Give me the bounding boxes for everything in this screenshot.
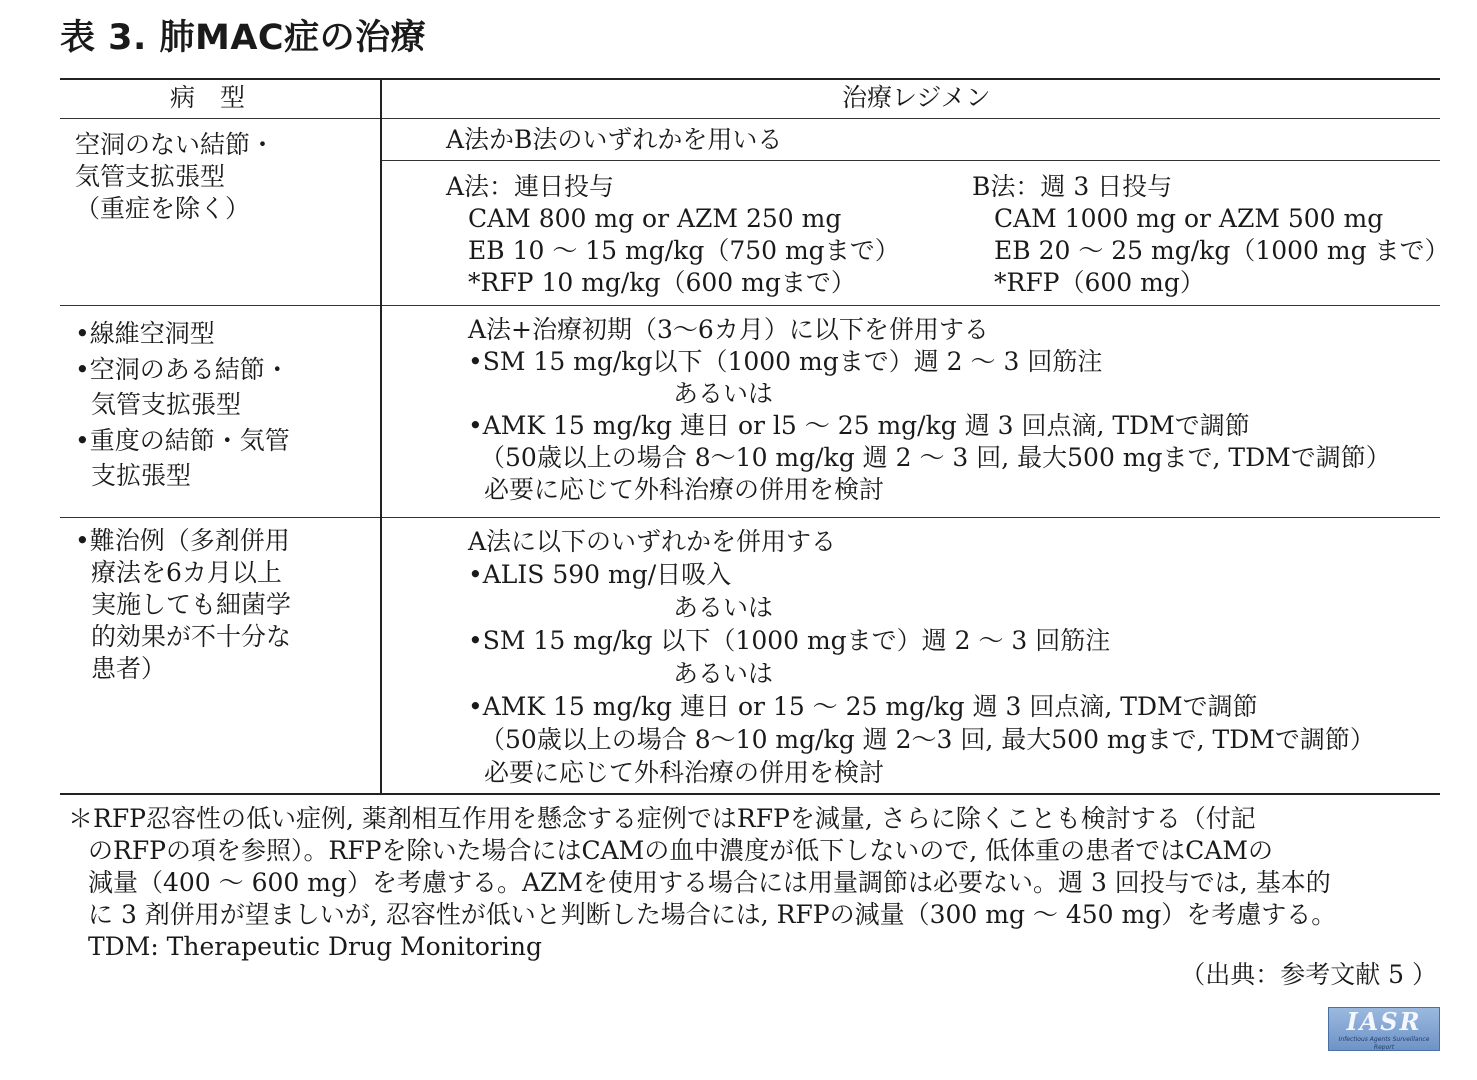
row3-line: A法に以下のいずれかを併用する [468, 527, 837, 556]
row2-type-item: 支拡張型 [91, 461, 192, 491]
row3-line: あるいは [673, 659, 774, 688]
row2-type [75, 316, 290, 494]
row2-regimen [468, 314, 1391, 506]
method-b-title: B法：週 3 日投与 [972, 172, 1173, 201]
row2-line: •SM 15 mg/kg以下（1000 mgまで）週 2 ～ 3 回筋注 [468, 347, 1103, 376]
row2-type-item: •空洞のある結節・ [75, 354, 290, 384]
method-a-line: *RFP 10 mg/kg（600 mgまで） [468, 268, 856, 297]
row2-type-item: •線維空洞型 [75, 319, 215, 348]
row3-line: •ALIS 590 mg/日吸入 [468, 560, 732, 589]
row2-line: 必要に応じて外科治療の併用を検討 [484, 475, 885, 504]
row2-line: A法+治療初期（3～6カ月）に以下を併用する [468, 315, 989, 344]
row3-line: あるいは [673, 593, 774, 622]
row3-type-line: 療法を6カ月以上 [91, 558, 282, 587]
table-bottom-rule [60, 793, 1440, 795]
row1-type-line: 気管支拡張型 [75, 162, 226, 191]
row3-line: （50歳以上の場合 8～10 mg/kg 週 2～3 回, 最大500 mgまで, TDMで調節） [480, 725, 1375, 754]
method-b-line: EB 20 ～ 25 mg/kg（1000 mg まで） [994, 236, 1450, 265]
method-b-line: *RFP（600 mg） [994, 268, 1205, 297]
method-a-line: EB 10 ～ 15 mg/kg（750 mgまで） [468, 236, 900, 265]
footnote-line: に 3 剤併用が望ましいが, 忍容性が低いと判断した場合には, RFPの減量（300 mg ～ 450 mg）を考慮する。 [88, 900, 1337, 929]
method-a-line: CAM 800 mg or AZM 250 mg [468, 204, 842, 233]
row1-bottom-rule [60, 305, 1440, 306]
header-type: 病 型 [170, 83, 246, 112]
footnote-line: 減量（400 ～ 600 mg）を考慮する。AZMを使用する場合には用量調節は必要ない。週 3 回投与では, 基本的 [88, 868, 1331, 897]
header-rule [60, 118, 1440, 119]
row2-line: （50歳以上の場合 8～10 mg/kg 週 2 ～ 3 回, 最大500 mgまで, TDMで調節） [480, 443, 1391, 472]
method-b-line: CAM 1000 mg or AZM 500 mg [994, 204, 1384, 233]
row2-bottom-rule [60, 517, 1440, 518]
row3-regimen [468, 525, 1375, 789]
table-title: 表 3. 肺MAC症の治療 [60, 18, 427, 58]
header-regimen: 治療レジメン [842, 83, 991, 112]
method-b [972, 171, 1450, 299]
row3-type-line: 実施しても細菌学 [91, 590, 292, 619]
method-a-title: A法：連日投与 [446, 172, 615, 201]
row2-type-item: 気管支拡張型 [91, 390, 242, 420]
row3-type-line: •難治例（多剤併用 [75, 526, 290, 555]
row1-inner-rule [380, 160, 1440, 161]
row2-line: •AMK 15 mg/kg 連日 or l5 ～ 25 mg/kg 週 3 回点滴, TDMで調節 [468, 411, 1250, 440]
row3-type [75, 525, 291, 685]
row2-type-item: •重度の結節・気管 [75, 425, 290, 455]
source-citation: （出典：参考文献 5 ） [1180, 960, 1437, 989]
row1-type [75, 129, 275, 225]
row1-type-line: （重症を除く） [75, 194, 251, 223]
row1-type-line: 空洞のない結節・ [75, 130, 276, 159]
method-a [446, 171, 900, 299]
row2-line: あるいは [673, 379, 774, 408]
row3-type-line: 患者） [91, 654, 167, 683]
row3-line: •SM 15 mg/kg 以下（1000 mgまで）週 2 ～ 3 回筋注 [468, 626, 1111, 655]
iasr-logo-text: IASR [1346, 1007, 1422, 1036]
column-divider [380, 79, 382, 794]
row3-line: •AMK 15 mg/kg 連日 or 15 ～ 25 mg/kg 週 3 回点滴, TDMで調節 [468, 692, 1258, 721]
iasr-logo-subtext: Infectious Agents Surveillance Report [1338, 1036, 1430, 1051]
row3-type-line: 的効果が不十分な [91, 622, 292, 651]
row3-line: 必要に応じて外科治療の併用を検討 [484, 758, 885, 787]
table-top-rule [60, 78, 1440, 80]
footnote-line: TDM: Therapeutic Drug Monitoring [88, 932, 542, 961]
footnote-line: のRFPの項を参照）。RFPを除いた場合にはCAMの血中濃度が低下しないので, 低体重の患者ではCAMの [88, 836, 1273, 865]
row1-intro: A法かB法のいずれかを用いる [446, 125, 783, 154]
footnote [68, 803, 1336, 963]
iasr-logo [1328, 1007, 1440, 1051]
footnote-line: ＊RFP忍容性の低い症例, 薬剤相互作用を懸念する症例ではRFPを減量, さらに除くことも検討する（付記 [68, 804, 1256, 833]
